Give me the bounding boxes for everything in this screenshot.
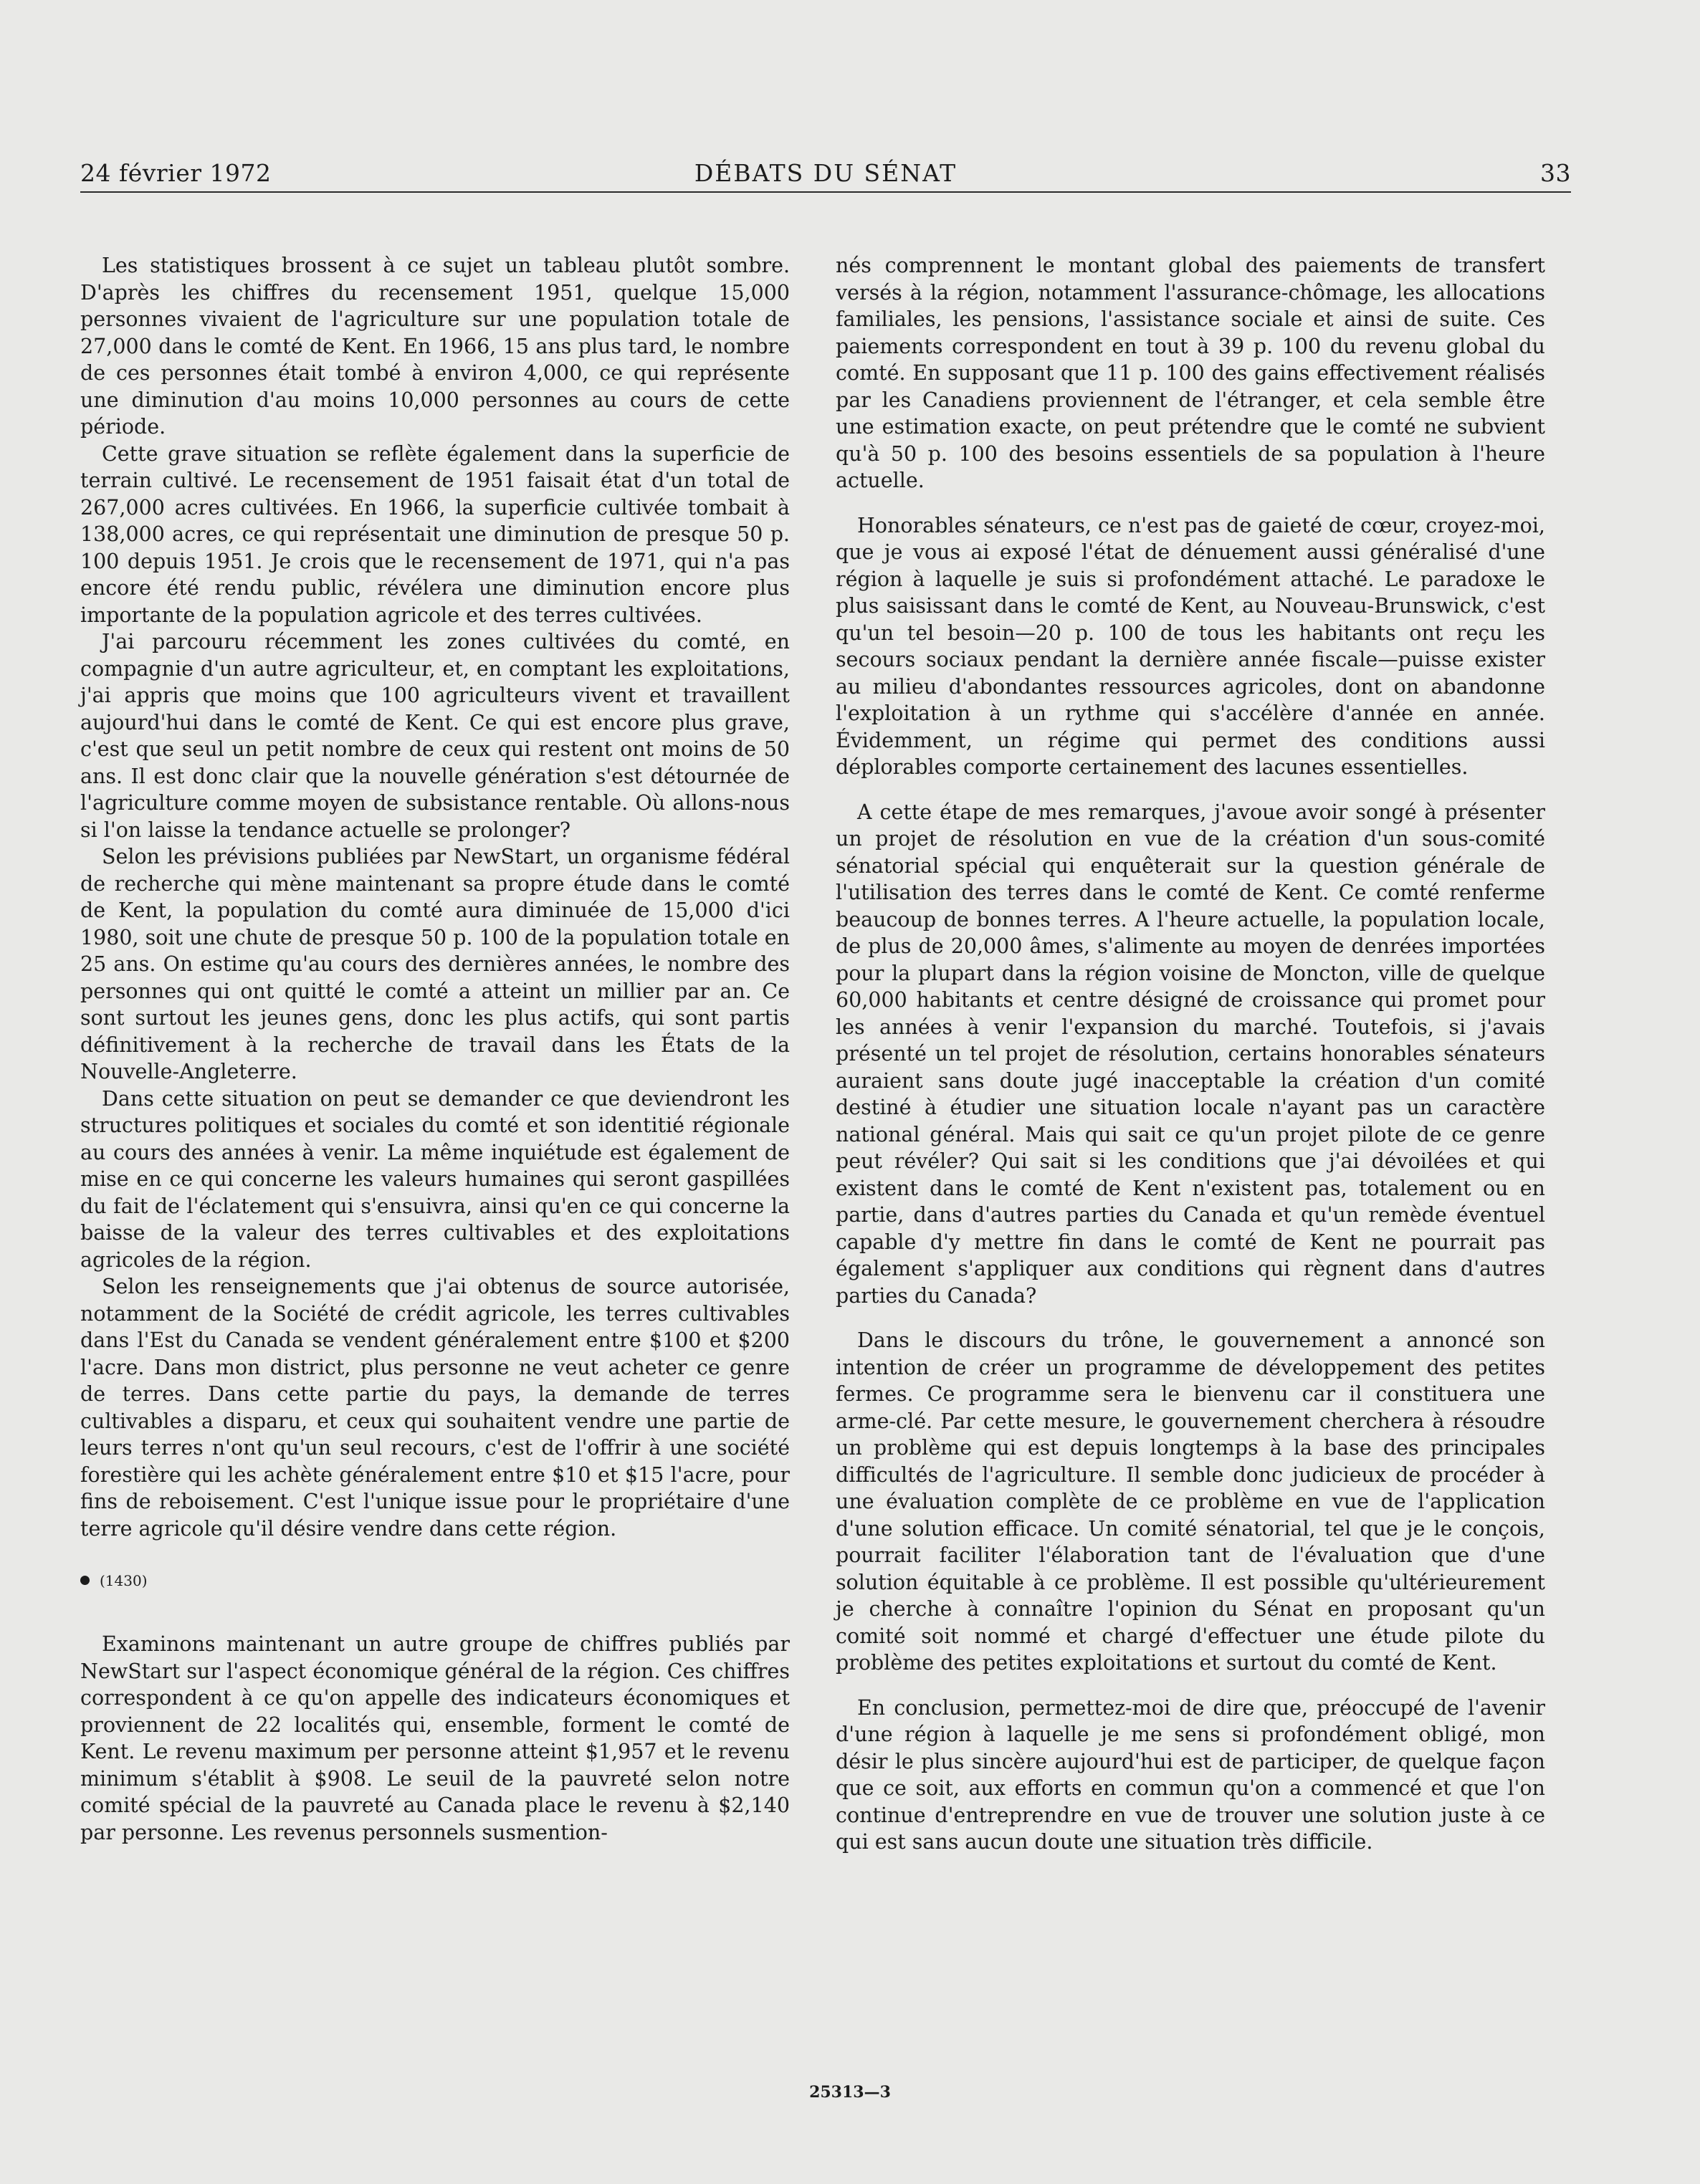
page-footer-signature: 25313—3	[809, 2083, 891, 2102]
header-page-number: 33	[1540, 159, 1571, 187]
paragraph: Honorables sénateurs, ce n'est pas de gaieté de cœur, croyez-moi, que je vous ai exposé l'état de dénuement aussi généralisé d'une région à laquelle je suis si profondément attaché. Le paradoxe le plus saisissant dans le comté de Kent, au Nouveau-Brunswick, c'est qu'un tel besoin—20 p. 100 de tous les habitants ont reçu les secours sociaux pendant la dernière année fiscale—puisse exister au milieu d'abondantes ressources agricoles, dont on abandonne l'exploitation à un rythme qui s'accélère d'année en année. Évidemment, un régime qui permet des conditions aussi déplorables comporte certainement des lacunes essentielles.	[836, 513, 1545, 779]
header-date: 24 février 1972	[80, 159, 272, 187]
paragraph: Cette grave situation se reflète également dans la superficie de terrain cultivé. Le recensement de 1951 faisait état d'un total de 267,000 acres cultivées. En 1966, la superficie cultivée tombait à 138,000 acres, ce qui représentait une diminution de presque 50 p. 100 depuis 1951. Je crois que le recensement de 1971, qui n'a pas encore été rendu public, révélera une diminution encore plus importante de la population agricole et des terres cultivées.	[80, 441, 790, 627]
paragraph: Les statistiques brossent à ce sujet un tableau plutôt sombre. D'après les chiffres du recensement 1951, quelque 15,000 personnes vivaient de l'agriculture sur une population totale de 27,000 dans le comté de Kent. En 1966, 15 ans plus tard, le nombre de ces personnes était tombé à environ 4,000, ce qui représente une diminution d'au moins 10,000 personnes au cours de cette période.	[80, 254, 790, 439]
paragraph: En conclusion, permettez-moi de dire que, préoccupé de l'avenir d'une région à laquelle je me sens si profondément obligé, mon désir le plus sincère aujourd'hui est de participer, de quelque façon que ce soit, aux efforts en commun qu'on a commencé et que l'on continue d'entreprendre en vue de trouver une solution juste à ce qui est sans aucun doute une situation très difficile.	[836, 1695, 1545, 1854]
paragraph: Dans le discours du trône, le gouvernement a annoncé son intention de créer un programme de développement des petites fermes. Ce programme sera le bienvenu car il constituera une arme-clé. Par cette mesure, le gouvernement cherchera à résoudre un problème qui est depuis longtemps à la base des principales difficultés de l'agriculture. Il semble donc judicieux de procéder à une évaluation complète de ce problème en vue de l'application d'une solution efficace. Un comité sénatorial, tel que je le conçois, pourrait faciliter l'élaboration tant de l'évaluation que d'une solution équitable à ce problème. Il est possible qu'ultérieurement je cherche à connaître l'opinion du Sénat en proposant qu'un comité soit nommé et chargé d'effectuer une étude pilote du problème des petites exploitations et surtout du comté de Kent.	[836, 1328, 1545, 1675]
paragraph: A cette étape de mes remarques, j'avoue avoir songé à présenter un projet de résolution en vue de la création d'un sous-comité sénatorial spécial qui enquêterait sur la question générale de l'utilisation des terres dans le comté de Kent. Ce comté renferme beaucoup de bonnes terres. A l'heure actuelle, la population locale, de plus de 20,000 âmes, s'alimente au moyen de denrées importées pour la plupart dans la région voisine de Moncton, ville de quelque 60,000 habitants et centre désigné de croissance qui promet pour les années à venir l'expansion du marché. Toutefois, si j'avais présenté un tel projet de résolution, certains honorables sénateurs auraient sans doute jugé inacceptable la création d'un comité destiné à étudier une situation locale n'ayant pas un caractère national général. Mais qui sait ce qu'un projet pilote de ce genre peut révéler? Qui sait si les conditions que j'ai dévoilées et qui existent dans le comté de Kent n'existent pas, totalement ou en partie, dans d'autres parties du Canada et qu'un remède éventuel capable d'y mettre fin dans le comté de Kent ne pourrait pas également s'appliquer aux conditions qui règnent dans d'autres parties du Canada?	[836, 800, 1545, 1308]
page-header	[80, 159, 1571, 195]
paragraph: nés comprennent le montant global des paiements de transfert versés à la région, notamment l'assurance-chômage, les allocations familiales, les pensions, l'assistance sociale et ainsi de suite. Ces paiements correspondent en tout à 39 p. 100 du revenu global du comté. En supposant que 11 p. 100 des gains effectivement réalisés par les Canadiens proviennent de l'étranger, et cela semble être une estimation exacte, on peut prétendre que le comté ne subvient qu'à 50 p. 100 des besoins essentiels de sa population à l'heure actuelle.	[836, 254, 1545, 492]
right-column	[836, 252, 1545, 1856]
paragraph: Examinons maintenant un autre groupe de chiffres publiés par NewStart sur l'aspect économique général de la région. Ces chiffres correspondent à ce qu'on appelle des indicateurs économiques et proviennent de 22 localités qui, ensemble, forment le comté de Kent. Le revenu maximum per personne atteint $1,957 et le revenu minimum s'établit à $908. Le seuil de la pauvreté selon notre comité spécial de la pauvreté au Canada place le revenu à $2,140 par personne. Les revenus personnels susmention-	[80, 1632, 790, 1844]
paragraph: J'ai parcouru récemment les zones cultivées du comté, en compagnie d'un autre agriculteur, et, en comptant les exploitations, j'ai appris que moins que 100 agriculteurs vivent et travaillent aujourd'hui dans le comté de Kent. Ce qui est encore plus grave, c'est que seul un petit nombre de ceux qui restent ont moins de 50 ans. Il est donc clair que la nouvelle génération s'est détournée de l'agriculture comme moyen de subsistance rentable. Où allons-nous si l'on laisse la tendance actuelle se prolonger?	[80, 630, 790, 842]
paragraph: Selon les renseignements que j'ai obtenus de source autorisée, notamment de la Société de crédit agricole, les terres cultivables dans l'Est du Canada se vendent généralement entre $100 et $200 l'acre. Dans mon district, plus personne ne veut acheter ce genre de terres. Dans cette partie du pays, la demande de terres cultivables a disparu, et ceux qui souhaitent vendre une partie de leurs terres n'ont qu'un seul recours, c'est de l'offrir à une société forestière qui les achète généralement entre $10 et $15 l'acre, pour fins de reboisement. C'est l'unique issue pour le propriétaire d'une terre agricole qu'il désire vendre dans cette région.	[80, 1275, 790, 1541]
time-marker-label: (1430)	[100, 1572, 148, 1589]
bullet-icon	[80, 1576, 90, 1585]
paragraph: Dans cette situation on peut se demander ce que deviendront les structures politiques et sociales du comté et son identitié régionale au cours des années à venir. La même inquiétude est également de mise en ce qui concerne les valeurs humaines qui seront gaspillées du fait de l'éclatement qui s'ensuivra, ainsi qu'en ce qui concerne la baisse de la valeur des terres cultivables et des exploitations agricoles de la région.	[80, 1086, 790, 1272]
header-title: DÉBATS DU SÉNAT	[694, 159, 958, 187]
paragraph: Selon les prévisions publiées par NewStart, un organisme fédéral de recherche qui mène maintenant sa propre étude dans le comté de Kent, la population du comté aura diminuée de 15,000 d'ici 1980, soit une chute de presque 50 p. 100 de la population totale en 25 ans. On estime qu'au cours des dernières années, le nombre des personnes qui ont quitté le comté a atteint un millier par an. Ce sont surtout les jeunes gens, donc les plus actifs, qui sont partis définitivement à la recherche de travail dans les États de la Nouvelle-Angleterre.	[80, 845, 790, 1083]
header-rule	[80, 191, 1571, 193]
left-column	[80, 252, 790, 1846]
time-marker	[80, 1572, 790, 1589]
